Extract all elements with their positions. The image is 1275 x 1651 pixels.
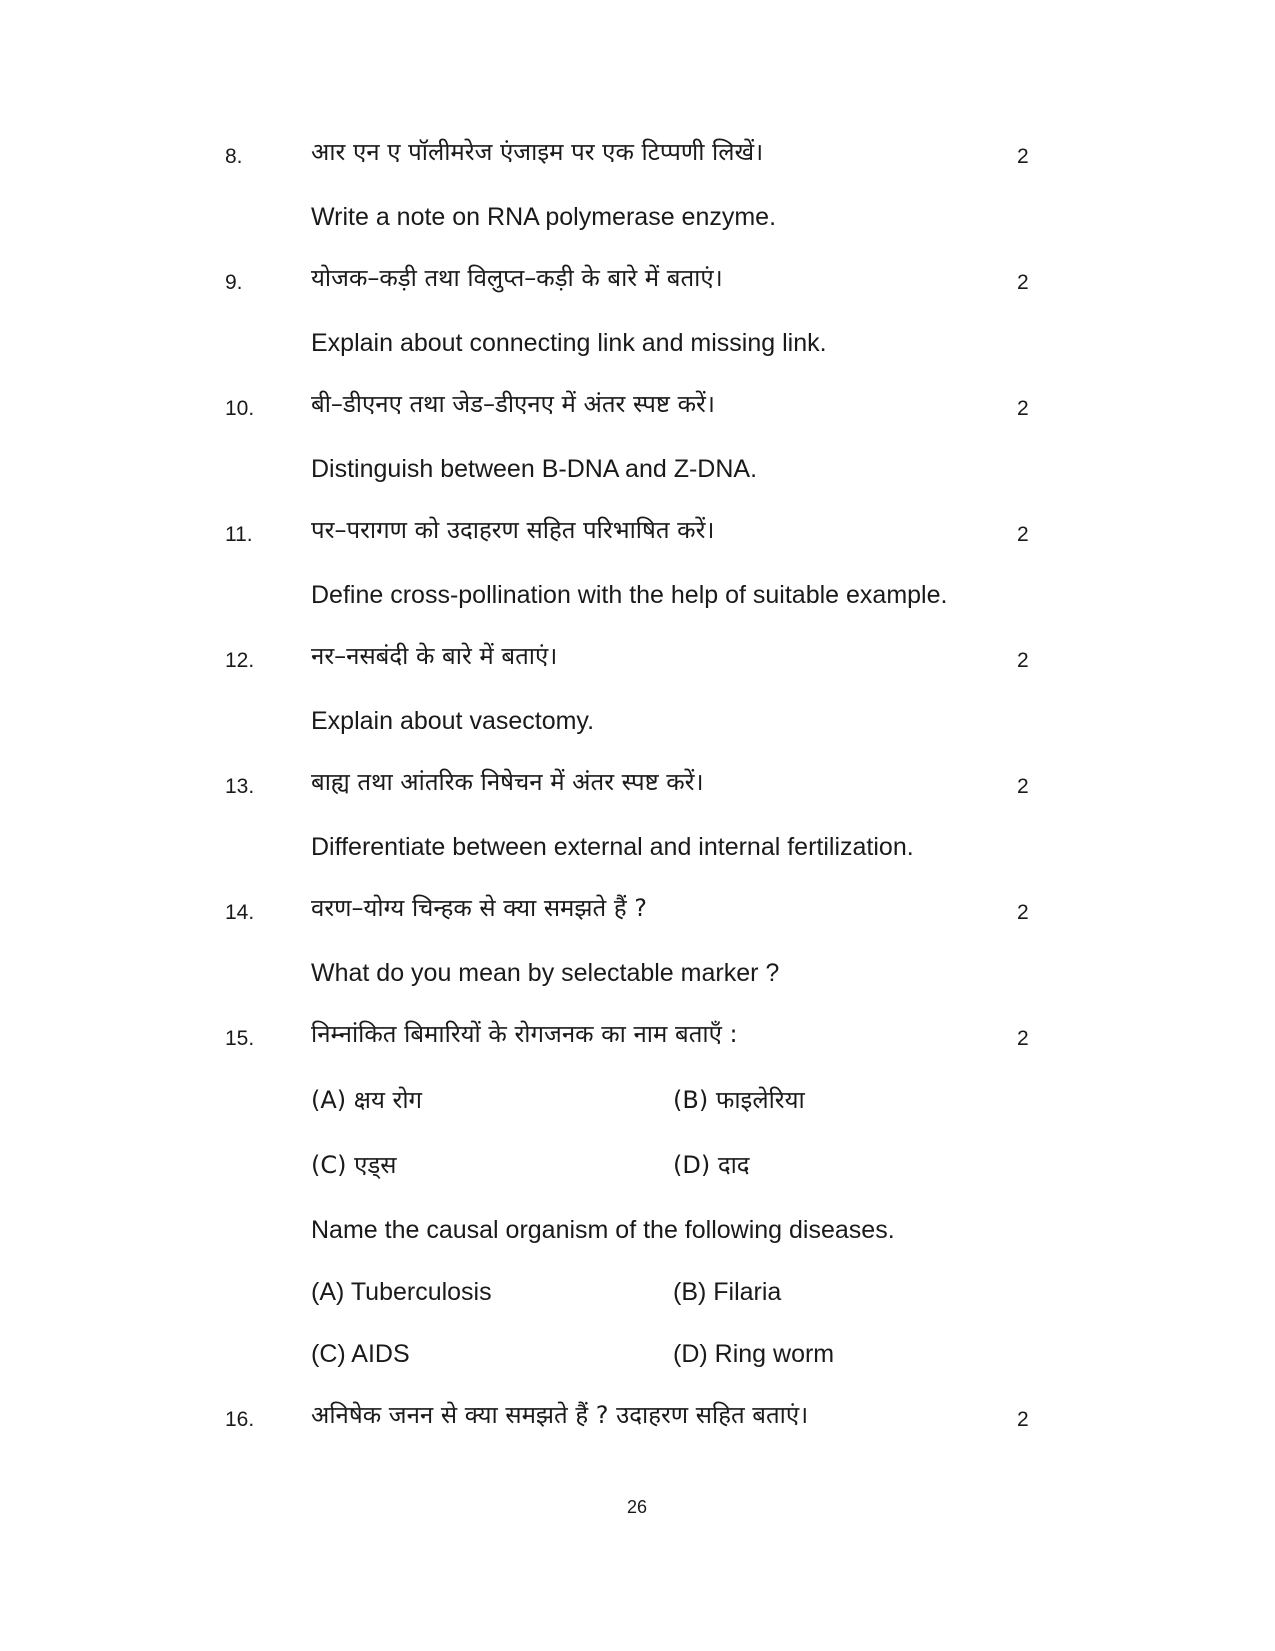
question-marks: 2 xyxy=(1017,775,1029,798)
question-number: 11. xyxy=(225,523,253,546)
question-english-text: Explain about vasectomy. xyxy=(311,707,595,735)
question-number: 15. xyxy=(225,1027,255,1050)
question-english-text: Write a note on RNA polymerase enzyme. xyxy=(311,203,777,231)
hindi-option-a: (A) क्षय रोग xyxy=(311,1086,423,1114)
hindi-option-b: (B) फाइलेरिया xyxy=(673,1086,805,1114)
question-hindi-text: नर–नसबंदी के बारे में बताएं। xyxy=(311,642,558,670)
question-marks: 2 xyxy=(1017,1408,1029,1431)
english-option-a: (A) Tuberculosis xyxy=(311,1278,492,1306)
question-number: 13. xyxy=(225,775,255,798)
question-hindi-text: अनिषेक जनन से क्या समझते हैं ? उदाहरण सहित बताएं। xyxy=(311,1401,809,1429)
hindi-option-c: (C) एड्स xyxy=(311,1151,397,1179)
english-option-c: (C) AIDS xyxy=(311,1340,410,1368)
question-marks: 2 xyxy=(1017,397,1029,420)
question-number: 16. xyxy=(225,1408,255,1431)
question-english-text: Distinguish between B-DNA and Z-DNA. xyxy=(311,455,758,483)
question-number: 8. xyxy=(225,145,243,168)
question-marks: 2 xyxy=(1017,901,1029,924)
question-number: 14. xyxy=(225,901,255,924)
question-number: 9. xyxy=(225,271,243,294)
question-english-text: Differentiate between external and internal fertilization. xyxy=(311,833,914,861)
question-marks: 2 xyxy=(1017,523,1029,546)
question-hindi-text: आर एन ए पॉलीमरेज एंजाइम पर एक टिप्पणी लिखें। xyxy=(311,138,764,166)
question-hindi-text: पर–परागण को उदाहरण सहित परिभाषित करें। xyxy=(311,516,715,544)
question-hindi-text: बी–डीएनए तथा जेड–डीएनए में अंतर स्पष्ट करें। xyxy=(311,390,715,418)
question-hindi-text: योजक–कड़ी तथा विलुप्त–कड़ी के बारे में बताएं। xyxy=(311,264,723,292)
question-marks: 2 xyxy=(1017,145,1029,168)
question-english-text: Explain about connecting link and missing link. xyxy=(311,329,827,357)
english-option-d: (D) Ring worm xyxy=(673,1340,835,1368)
question-hindi-text: बाह्य तथा आंतरिक निषेचन में अंतर स्पष्ट करें। xyxy=(311,768,704,796)
english-option-b: (B) Filaria xyxy=(673,1278,782,1306)
question-number: 10. xyxy=(225,397,255,420)
question-marks: 2 xyxy=(1017,649,1029,672)
question-marks: 2 xyxy=(1017,1027,1029,1050)
question-english-text: Name the causal organism of the following diseases. xyxy=(311,1216,895,1244)
question-marks: 2 xyxy=(1017,271,1029,294)
page-number: 26 xyxy=(627,1497,648,1517)
question-number: 12. xyxy=(225,649,255,672)
question-english-text: Define cross-pollination with the help of suitable example. xyxy=(311,581,948,609)
hindi-option-d: (D) दाद xyxy=(673,1151,750,1179)
question-hindi-text: वरण–योग्य चिन्हक से क्या समझते हैं ? xyxy=(311,894,647,922)
question-hindi-text: निम्नांकित बिमारियों के रोगजनक का नाम बताएँ : xyxy=(311,1020,738,1048)
question-english-text: What do you mean by selectable marker ? xyxy=(311,959,780,987)
